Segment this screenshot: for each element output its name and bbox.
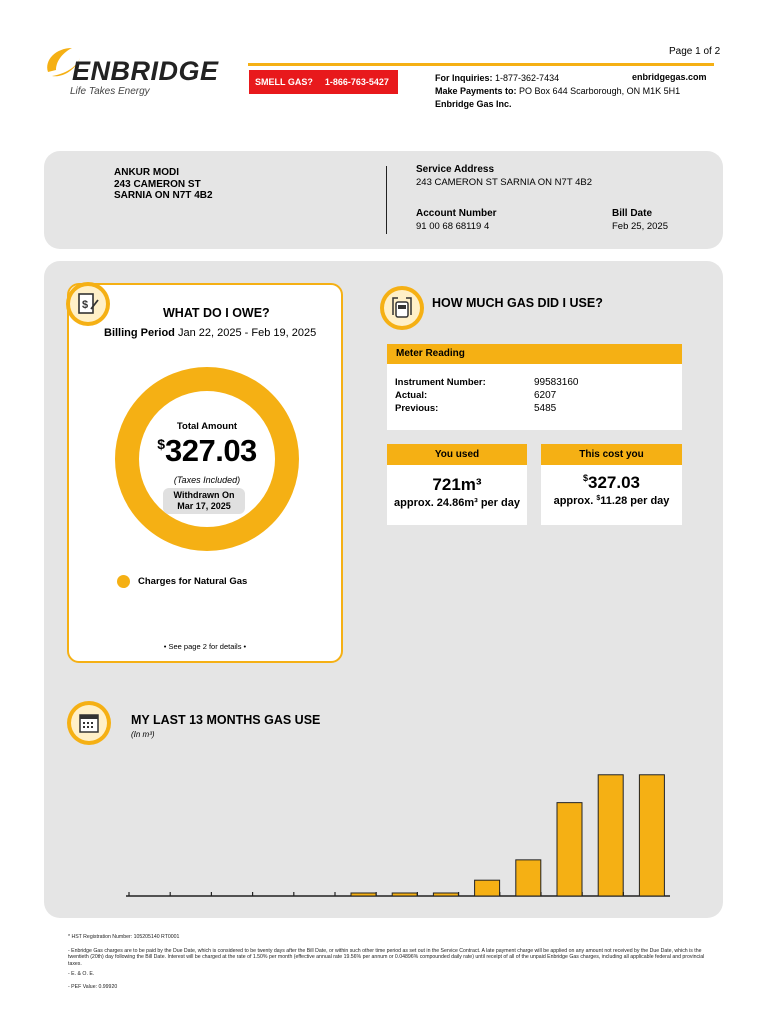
how-much-gas-title: HOW MUCH GAS DID I USE?: [432, 296, 603, 310]
used-per-day: approx. 24.86m³ per day: [394, 497, 520, 509]
brand-tagline: Life Takes Energy: [70, 86, 150, 97]
billing-period-value: Jan 22, 2025 - Feb 19, 2025: [177, 327, 317, 339]
calendar-icon: [67, 701, 111, 745]
this-cost-you-box: [541, 465, 682, 525]
chart-bar: [516, 860, 541, 896]
gas-history-title: MY LAST 13 MONTHS GAS USE: [131, 713, 321, 727]
svg-text:$: $: [82, 299, 89, 311]
used-value: 721m³: [432, 475, 482, 494]
brand-logo: ENBRIDGE: [72, 56, 219, 86]
total-amount-label: Total Amount: [176, 421, 238, 432]
total-amount-currency: $: [157, 436, 165, 452]
customer-city: SARNIA ON N7T 4B2: [114, 190, 213, 201]
what-do-i-owe-title: WHAT DO I OWE?: [163, 306, 270, 320]
billing-period-label: Billing Period: [104, 327, 175, 339]
you-used-box: [387, 465, 527, 525]
chart-bar: [392, 893, 417, 896]
chart-bar: [557, 803, 582, 896]
withdrawn-badge: [163, 488, 245, 514]
legend-swatch: [117, 575, 130, 588]
smell-gas-phone[interactable]: 1-866-763-5427: [324, 77, 389, 87]
chart-bar: [475, 880, 500, 896]
page-number: Page 1 of 2: [669, 46, 721, 57]
instrument-number-value: 99583160: [534, 377, 579, 388]
website-link[interactable]: enbridgegas.com: [632, 72, 707, 82]
cost-value: 327.03: [588, 473, 640, 492]
info-divider: [386, 166, 387, 234]
payment-terms-note: - Enbridge Gas charges are to be paid by the Due Date, which is considered to be twenty days after the Bill Date, or within such other time period as set out in the Service Contract. A late payment charge will be applied on any amount not received by the Due Date, which is the twentieth (20th) day following the Bill Date. Interest will be charged at the rate of 1.50% per month (effective annual rate 19.56% per annum or 0.04896% compounded daily rate) until receipt of all of the unpaid Enbridge Gas charges, including all applicable federal and provincial taxes.: [68, 948, 705, 967]
smell-gas-label: SMELL GAS?: [255, 77, 313, 87]
gas-meter-icon: [380, 286, 424, 330]
previous-value: 5485: [534, 403, 557, 414]
cost-amount: [541, 473, 682, 493]
customer-name: ANKUR MODI: [114, 167, 179, 178]
service-address-label: Service Address: [416, 164, 495, 175]
see-details-note: • See page 2 for details •: [163, 642, 247, 651]
hst-note: * HST Registration Number: 105205140 RT0001: [68, 934, 180, 940]
header-divider: [248, 63, 714, 66]
cost-per-day: [541, 495, 682, 507]
eoe-note: - E. & O. E.: [68, 971, 95, 977]
actual-value: 6207: [534, 390, 557, 401]
chart-bar: [598, 775, 623, 896]
inquiries-phone[interactable]: 1-877-362-7434: [495, 73, 560, 83]
meter-labels: [395, 376, 486, 415]
pef-note: - PEF Value: 0.99920: [68, 984, 118, 990]
cost-per-day-prefix: approx.: [553, 495, 597, 507]
service-address-value: 243 CAMERON ST SARNIA ON N7T 4B2: [416, 177, 592, 188]
smell-gas-banner: [249, 70, 398, 94]
withdrawn-label: Withdrawn On: [173, 490, 235, 500]
chart-bar: [351, 893, 376, 896]
taxes-included-note: (Taxes Included): [173, 475, 241, 485]
cost-per-day-currency: $: [596, 495, 601, 502]
payments-label: Make Payments to:: [435, 86, 517, 96]
total-amount: [139, 433, 275, 469]
payments-address: PO Box 644 Scarborough, ON M1K 5H1: [519, 86, 681, 96]
you-used-header: You used: [387, 444, 527, 465]
withdrawn-date: Mar 17, 2025: [177, 501, 231, 511]
bill-date-label: Bill Date: [612, 208, 653, 219]
company-name: Enbridge Gas Inc.: [435, 99, 512, 109]
gas-usage-bar-chart: [126, 756, 672, 901]
chart-bar: [433, 893, 458, 896]
cost-currency: $: [582, 473, 588, 483]
customer-address: [114, 167, 213, 202]
inquiries-label: For Inquiries:: [435, 73, 493, 83]
bill-date-value: Feb 25, 2025: [612, 221, 668, 232]
account-number-value: 91 00 68 68119 4: [416, 221, 490, 232]
meter-reading-header: Meter Reading: [387, 344, 682, 364]
legend-label: Charges for Natural Gas: [138, 576, 248, 587]
gas-history-subtitle: (In m³): [131, 730, 155, 739]
account-number-label: Account Number: [416, 208, 497, 219]
billing-period: [104, 327, 316, 339]
previous-label: Previous:: [395, 403, 439, 414]
dollar-document-icon: [66, 282, 110, 326]
instrument-number-label: Instrument Number:: [395, 377, 486, 388]
this-cost-you-header: This cost you: [541, 444, 682, 465]
chart-bar: [639, 775, 664, 896]
cost-per-day-value: 11.28 per day: [600, 495, 670, 507]
total-amount-value: 327.03: [164, 433, 257, 468]
actual-label: Actual:: [395, 390, 428, 401]
customer-street: 243 CAMERON ST: [114, 178, 201, 190]
meter-values: [534, 376, 579, 415]
